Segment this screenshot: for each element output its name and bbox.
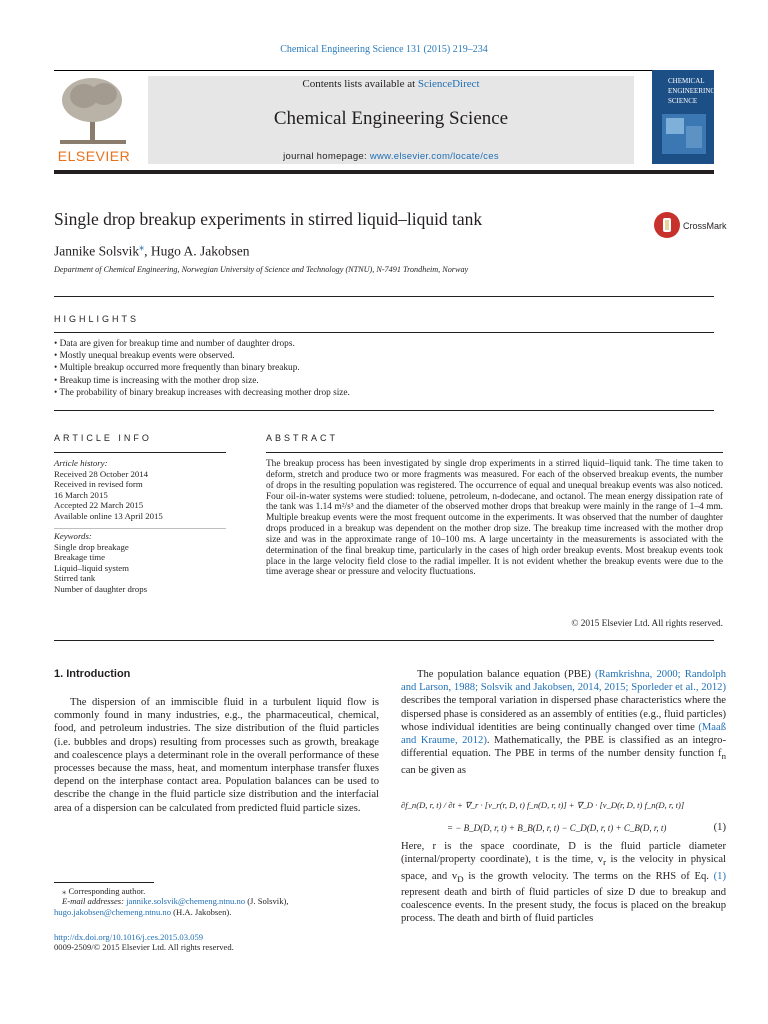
journal-title: Chemical Engineering Science (273, 108, 509, 129)
issn-copyright: 0009-2509/© 2015 Elsevier Ltd. All rights reserved. (54, 942, 234, 953)
sciencedirect-link[interactable]: ScienceDirect (417, 78, 480, 90)
keyword-item: Breakage time (54, 552, 106, 563)
footnote-rule (54, 882, 154, 883)
highlight-item: • The probability of binary breakup increases with decreasing mother drop size. (54, 387, 350, 398)
article-info-rule (54, 452, 226, 453)
elsevier-wordmark: ELSEVIER (57, 148, 131, 164)
crossmark-icon[interactable] (654, 212, 680, 238)
equation-reference-link[interactable]: (1) (713, 870, 726, 882)
email-line: E-mail addresses: jannike.solsvik@chemeng.ntnu.no (J. Solsvik), (62, 896, 289, 907)
doi-block (54, 932, 379, 953)
history-item: Received 28 October 2014 (54, 468, 149, 479)
keyword-item: Stirred tank (54, 573, 96, 584)
abstract-text: The breakup process has been investigated by single drop experiments in a stirred liquid–liquid tank. The time taken to deform, stretch and produce two or more fragments was measured. For each of the observed breakup events, the number of drops in the resulting population was registered. The occurrence of equal and unequal breakup events was also noticed. Four oil-in-water systems were studied: toluene, petroleum, n-dodecane, and octanol. The mean energy dissipation rate of the tank was 1.14 m²/s³ and the diameter of the observed mother drops that breakup were mainly in the range of 1–4 mm. Multiple breakup events were the most frequent outcome in the experiments. It was observed that the number of daughter drops produced in a breakup was dependent on the mother drop size. The breakup time increased with the mother drop size and was in the approximate range of 10–100 ms. A large uncertainty in the measurements is associated with the determination of the final breakup time, particularly in the cases of high order breakup events. Most breakup events took place in the large velocity field close to the radial impeller. It is not evident whether the breakup events were due to the time average shear or pressure and velocity fluctuations. (266, 459, 723, 578)
equation-line-1: ∂f_n(D, r, t) / ∂t + ∇_r · [v_r(r, D, t) f_n(D, r, t)] + ∇_D · [v_D(r, D, t) f_n(D, r, t)] (401, 800, 685, 810)
doi-link[interactable]: http://dx.doi.org/10.1016/j.ces.2015.03.059 (54, 932, 204, 942)
abstract-heading: ABSTRACT (266, 433, 339, 443)
highlight-item: • Breakup time is increasing with the mother drop size. (54, 375, 259, 386)
keyword-item: Single drop breakage (54, 541, 129, 552)
keywords-divider (54, 528, 226, 529)
article-history (54, 458, 226, 522)
homepage-link[interactable]: www.elsevier.com/locate/ces (369, 151, 499, 162)
email-link-jakobsen[interactable]: hugo.jakobsen@chemeng.ntnu.no (54, 906, 171, 917)
history-item: Received in revised form (54, 479, 143, 490)
section-rule (54, 296, 714, 297)
keyword-item: Number of daughter drops (54, 583, 148, 594)
intro-paragraph: The dispersion of an immiscible fluid in a turbulent liquid flow is commonly found in many industries, e.g., the pharmaceutical, chemical, food, and petroleum industries. The size distribution of the fluid particles (i.e. bubbles and drops) resulting from processes such as growth, breakage and coalescence plays a determinant role in the overall performance of these processes because the mass, heat, and momentum interphase transfer fluxes depend on the interphase contact area. Population balances can be used to describe the change in the fluid particle size distribution and the interfacial area of a dispersion can be calculated from predicted fluid particle sizes. (54, 697, 379, 814)
history-label: Article history: (54, 458, 108, 468)
contents-line: Contents lists available at ScienceDirect (302, 78, 480, 90)
highlight-item: • Data are given for breakup time and number of daughter drops. (54, 339, 295, 349)
email-link-solsvik[interactable]: jannike.solsvik@chemeng.ntnu.no (126, 896, 246, 907)
email-line: hugo.jakobsen@chemeng.ntnu.no (H.A. Jakobsen). (54, 906, 232, 917)
reference-link[interactable]: (Maaß and Kraume, 2012) (401, 721, 726, 747)
article-info-heading: ARTICLE INFO (54, 433, 152, 443)
crossmark-label[interactable]: CrossMark (683, 221, 727, 231)
journal-homepage: journal homepage: www.elsevier.com/locate/ces (283, 151, 499, 162)
history-item: Accepted 22 March 2015 (54, 500, 144, 511)
section-heading-introduction: 1. Introduction (54, 668, 131, 680)
history-item: 16 March 2015 (54, 489, 108, 500)
pbe-paragraph: The population balance equation (PBE) (Ramkrishna, 2000; Randolph and Larson, 1988; Solsvik and Jakobsen, 2014, 2015; Sporleder et al., 2012) describes the temporal variation in dispersed phase characteristics where the dispersed phase is considered as an assembly of entities (e.g., fluid particles) whose individual identities are being continually changed over time (Maaß and Kraume, 2012). Mathematically, the PBE is classified as an integro-differential equation. The PBE in terms of the number density function $f_n$ can be given as (401, 669, 727, 776)
footnotes (54, 886, 379, 917)
pbe-explanation-paragraph: Here, r is the space coordinate, D is the fluid particle diameter (internal/property coordinate), t is the time, $v_r$ is the velocity in physical space, and $v_D$ is the growth velocity. The terms on the RHS of Eq. (1) represent death and birth of fluid particles of size D due to breakup and coalescence events. In the present study, the focus is placed on the breakup process. The death and birth of fluid particles (401, 841, 726, 925)
abstract-copyright: © 2015 Elsevier Ltd. All rights reserved. (571, 619, 723, 629)
abstract-rule (266, 452, 723, 453)
highlight-item: • Multiple breakup occurred more frequently than binary breakup. (54, 363, 300, 374)
highlights-list (54, 338, 704, 399)
equation-number: (1) (713, 822, 726, 833)
keywords-label: Keywords: (54, 531, 92, 541)
history-item: Available online 13 April 2015 (54, 510, 163, 521)
corresponding-author-note: ⁎ Corresponding author. (62, 886, 146, 896)
author-affiliation: Department of Chemical Engineering, Norwegian University of Science and Technology (NTNU), N-7491 Trondheim, Norway (54, 265, 469, 274)
header-rule (54, 70, 714, 71)
cover-title: CHEMICAL ENGINEERING SCIENCE (668, 77, 716, 105)
highlights-bottom-rule (54, 410, 714, 411)
highlights-heading: HIGHLIGHTS (54, 314, 140, 324)
article-authors: Jannike Solsvik⁎, Hugo A. Jakobsen (54, 242, 250, 259)
reference-link[interactable]: (Ramkrishna, 2000; Randolph and Larson, 1988; Solsvik and Jakobsen, 2014, 2015; Sporleder et al., 2012) (401, 669, 726, 694)
highlight-item: • Mostly unequal breakup events were observed. (54, 351, 235, 362)
keyword-item: Liquid–liquid system (54, 562, 130, 573)
equation-pbe (401, 799, 726, 835)
header-bottom-rule (54, 170, 714, 174)
equation-line-2: = − B_D(D, r, t) + B_B(D, r, t) − C_D(D, r, t) + C_B(D, r, t) (447, 823, 667, 833)
corresponding-author-mark[interactable]: ⁎ (139, 242, 145, 253)
abstract-bottom-rule (54, 640, 714, 641)
journal-citation[interactable]: Chemical Engineering Science 131 (2015) 219–234 (280, 44, 488, 55)
article-keywords (54, 531, 226, 595)
highlights-top-rule (54, 332, 714, 333)
article-title: Single drop breakup experiments in stirred liquid–liquid tank (54, 209, 483, 229)
